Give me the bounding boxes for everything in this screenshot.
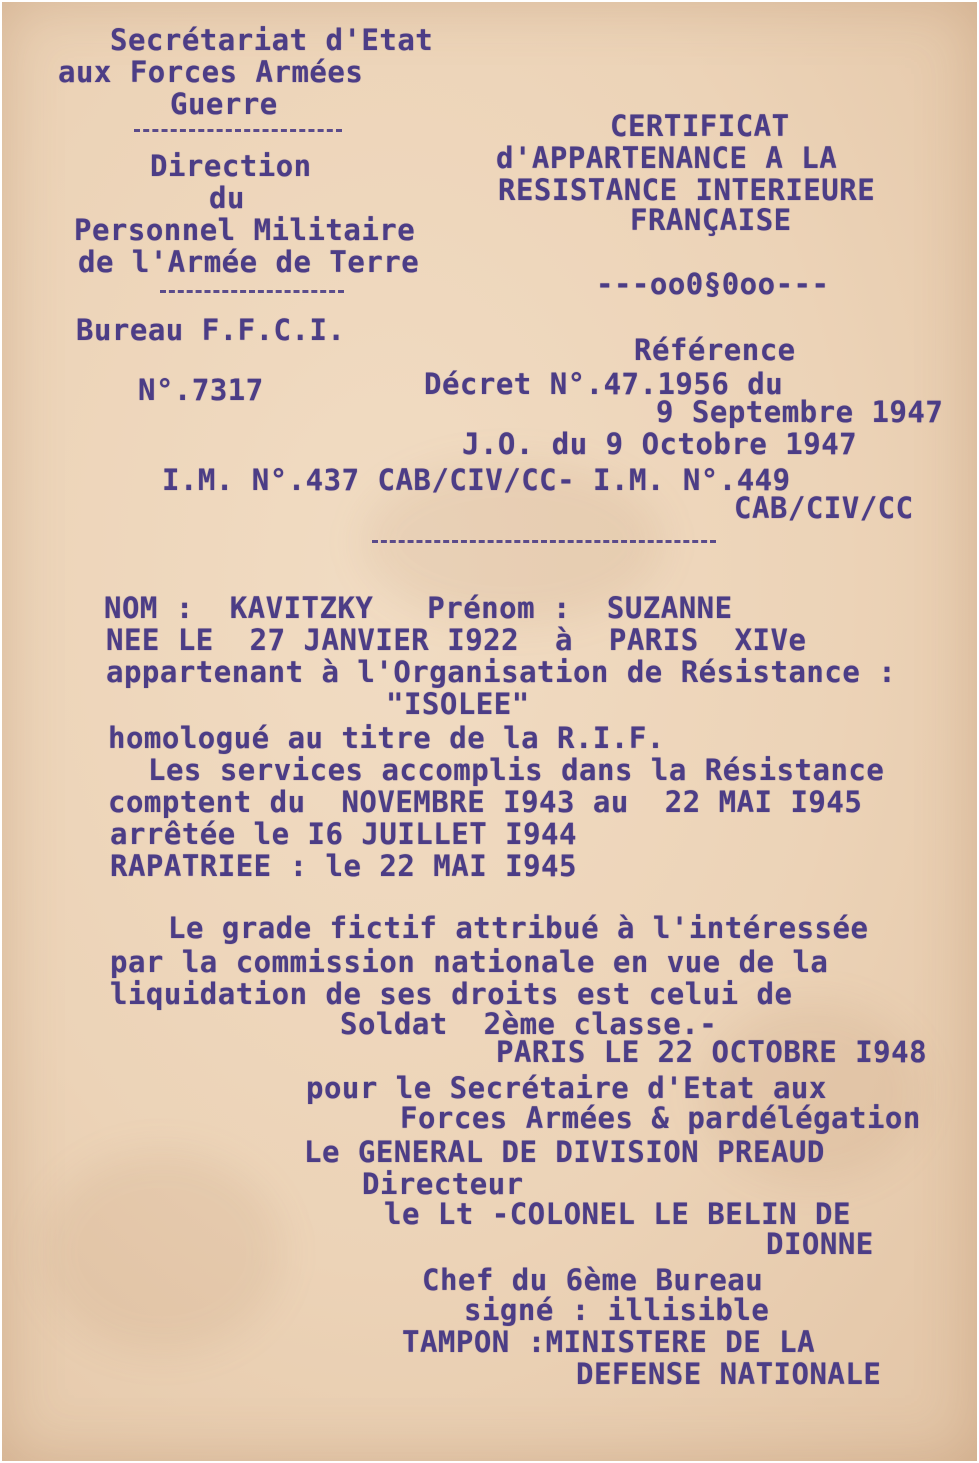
grade-line: par la commission nationale en vue de la — [110, 945, 829, 979]
signature-line: Directeur — [362, 1167, 524, 1201]
identity-name-line: NOM : KAVITZKY Prénom : SUZANNE — [104, 591, 733, 625]
grade-rank: Soldat 2ème classe.- — [340, 1007, 718, 1041]
services-dates-line: comptent du NOVEMBRE I943 au 22 MAI I945 — [108, 785, 863, 819]
signature-line: signé : illisible — [464, 1293, 770, 1327]
signature-line: le Lt -COLONEL LE BELIN DE — [384, 1197, 851, 1231]
place-date: PARIS LE 22 OCTOBRE I948 — [496, 1035, 928, 1069]
separator-line — [160, 290, 344, 293]
grade-line: Le grade fictif attribué à l'intéressée — [168, 911, 869, 945]
document-sheet — [2, 2, 977, 1461]
signature-line: pour le Secrétaire d'Etat aux — [306, 1071, 827, 1105]
direction-line: Direction — [150, 149, 312, 183]
signature-line: Chef du 6ème Bureau — [422, 1263, 764, 1297]
stamp-line: TAMPON :MINISTERE DE LA — [402, 1325, 816, 1359]
certificate-title: FRANÇAISE — [630, 203, 792, 237]
identity-birth-line: NEE LE 27 JANVIER I922 à PARIS XIVe — [106, 623, 807, 657]
separator-line — [134, 129, 342, 132]
reference-line: Décret N°.47.1956 du — [424, 367, 784, 401]
reference-line: J.O. du 9 Octobre 1947 — [462, 427, 858, 461]
signature-line: Forces Armées & pardélégation — [400, 1101, 921, 1135]
bureau-label: Bureau F.F.C.I. — [76, 313, 346, 347]
direction-line: de l'Armée de Terre — [78, 245, 420, 279]
reference-line: CAB/CIV/CC — [734, 491, 914, 525]
reference-label: Référence — [634, 333, 796, 367]
signature-line: Le GENERAL DE DIVISION PREAUD — [304, 1135, 825, 1169]
services-line: Les services accomplis dans la Résistance — [148, 753, 885, 787]
certificate-title: CERTIFICAT — [610, 109, 790, 143]
certificate-title: d'APPARTENANCE A LA — [496, 141, 838, 175]
ornament-line: ---oo0§0oo--- — [596, 267, 830, 301]
identity-organisation-line: appartenant à l'Organisation de Résistance : — [106, 655, 897, 689]
homologation-line: homologué au titre de la R.I.F. — [108, 721, 665, 755]
arrest-line: arrêtée le I6 JUILLET I944 — [110, 817, 577, 851]
ministry-line: aux Forces Armées — [58, 55, 364, 89]
direction-line: Personnel Militaire — [74, 213, 416, 247]
repatriation-line: RAPATRIEE : le 22 MAI I945 — [110, 849, 577, 883]
stamp-line: DEFENSE NATIONALE — [576, 1357, 882, 1391]
organisation-name: "ISOLEE" — [386, 687, 530, 721]
ministry-line: Guerre — [170, 87, 278, 121]
reference-line: 9 Septembre 1947 — [656, 395, 944, 429]
separator-line — [372, 540, 716, 543]
ministry-line: Secrétariat d'Etat — [110, 23, 434, 57]
document-number: N°.7317 — [138, 373, 264, 407]
paper-stain — [42, 1152, 282, 1352]
direction-line: du — [209, 181, 245, 215]
grade-line: liquidation de ses droits est celui de — [110, 977, 793, 1011]
signature-line: DIONNE — [766, 1227, 874, 1261]
reference-line: I.M. N°.437 CAB/CIV/CC- I.M. N°.449 — [162, 463, 791, 497]
certificate-title: RESISTANCE INTERIEURE — [498, 173, 876, 207]
